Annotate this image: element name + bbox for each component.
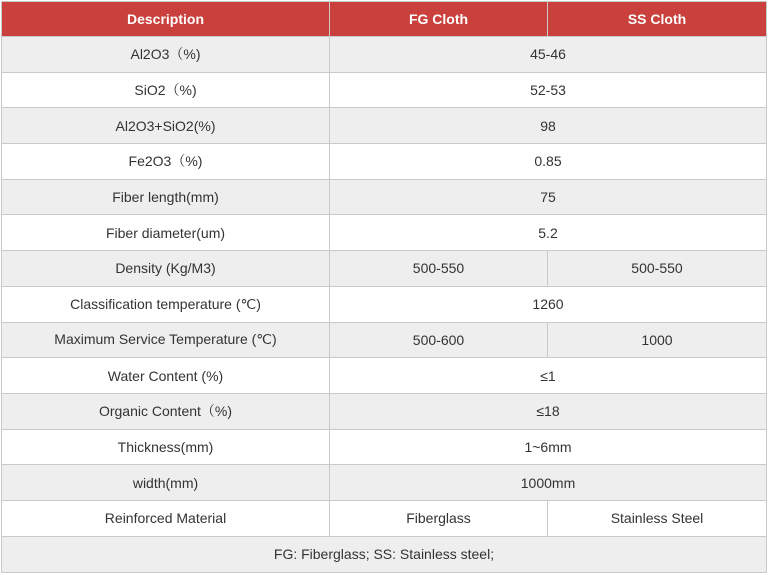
table-footnote-row — [2, 536, 767, 572]
table-row — [2, 429, 767, 465]
row-fg-value: 500-600 — [330, 322, 548, 358]
table-row — [2, 37, 767, 73]
row-value: 1000mm — [330, 465, 767, 501]
row-ss-value: 1000 — [548, 322, 767, 358]
row-label: Fe2O3（%) — [2, 144, 330, 180]
table-row — [2, 358, 767, 394]
table-footnote: FG: Fiberglass; SS: Stainless steel; — [2, 536, 767, 572]
row-label: Al2O3（%) — [2, 37, 330, 73]
table-header-row — [2, 2, 767, 37]
table-row — [2, 251, 767, 287]
row-ss-value: Stainless Steel — [548, 500, 767, 536]
row-label: Reinforced Material — [2, 500, 330, 536]
spec-table — [1, 1, 767, 573]
row-label: Thickness(mm) — [2, 429, 330, 465]
row-value: ≤18 — [330, 393, 767, 429]
table-row — [2, 72, 767, 108]
row-value: 98 — [330, 108, 767, 144]
row-label: Fiber diameter(um) — [2, 215, 330, 251]
row-label: width(mm) — [2, 465, 330, 501]
header-description: Description — [2, 2, 330, 37]
row-value: ≤1 — [330, 358, 767, 394]
header-ss-cloth: SS Cloth — [548, 2, 767, 37]
table-row — [2, 215, 767, 251]
row-value: 45-46 — [330, 37, 767, 73]
table-row — [2, 465, 767, 501]
row-ss-value: 500-550 — [548, 251, 767, 287]
row-label: Water Content (%) — [2, 358, 330, 394]
row-label: Al2O3+SiO2(%) — [2, 108, 330, 144]
row-label: Fiber length(mm) — [2, 179, 330, 215]
table-row — [2, 286, 767, 322]
row-label: Organic Content（%) — [2, 393, 330, 429]
row-fg-value: Fiberglass — [330, 500, 548, 536]
row-label: Density (Kg/M3) — [2, 251, 330, 287]
row-value: 1260 — [330, 286, 767, 322]
row-fg-value: 500-550 — [330, 251, 548, 287]
row-value: 75 — [330, 179, 767, 215]
table-row — [2, 108, 767, 144]
row-value: 0.85 — [330, 144, 767, 180]
table-row — [2, 144, 767, 180]
row-label: Maximum Service Temperature (℃) — [2, 322, 330, 358]
header-fg-cloth: FG Cloth — [330, 2, 548, 37]
row-value: 5.2 — [330, 215, 767, 251]
table-row — [2, 393, 767, 429]
row-label: Classification temperature (℃) — [2, 286, 330, 322]
table-row — [2, 500, 767, 536]
row-label: SiO2（%) — [2, 72, 330, 108]
table-row — [2, 179, 767, 215]
row-value: 1~6mm — [330, 429, 767, 465]
row-value: 52-53 — [330, 72, 767, 108]
table-row — [2, 322, 767, 358]
